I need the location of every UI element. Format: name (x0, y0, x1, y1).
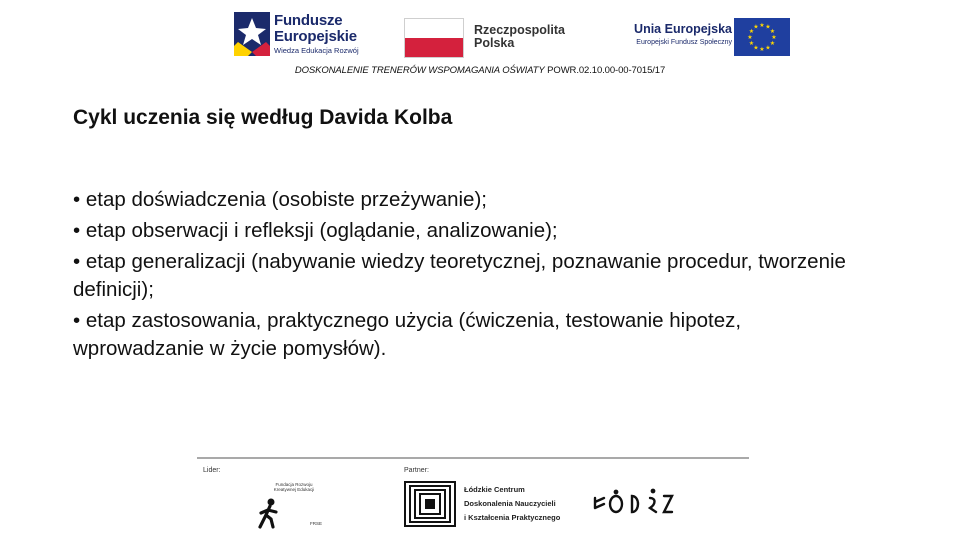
polish-flag-icon (404, 18, 464, 58)
rzeczpospolita-polska-logo (404, 18, 576, 58)
bullet-list (73, 186, 873, 366)
partner-label: Partner: (404, 467, 429, 474)
rp-logo-line2: Polska (474, 36, 515, 50)
fe-logo-line2: Europejskie (274, 28, 357, 45)
slide-title: Cykl uczenia się według Davida Kolba (73, 106, 453, 129)
fe-star-icon (234, 12, 270, 56)
lider-logo-mark: FRSE (309, 521, 322, 526)
rp-logo-text (474, 24, 565, 50)
svg-text:★: ★ (748, 40, 755, 47)
svg-text:★: ★ (747, 34, 753, 41)
eu-stars-icon (734, 18, 790, 56)
partner-logo-line: Doskonalenia Nauczycieli (464, 499, 556, 508)
bullet-item: • etap doświadczenia (osobiste przeżywanie); (73, 188, 487, 211)
rp-logo-line1: Rzeczpospolita (474, 23, 565, 37)
ue-logo-title: Unia Europejska (634, 22, 732, 36)
project-number: POWR.02.10.00-00-7015/17 (544, 65, 666, 76)
svg-text:★: ★ (765, 23, 771, 31)
fe-logo-text (274, 13, 359, 55)
lodz-logo-icon (592, 486, 676, 518)
svg-text:★: ★ (748, 28, 755, 35)
lider-logo (252, 479, 322, 529)
lider-logo-text: Fundacja Rozwoju Kreatywnej Edukacji (273, 482, 315, 492)
partner-logo-line: Łódzkie Centrum (464, 485, 525, 494)
svg-text:★: ★ (769, 40, 776, 47)
ue-logo-subtitle: Europejski Fundusz Społeczny (636, 39, 732, 46)
fundusze-europejskie-logo (234, 12, 376, 58)
eu-flag-icon (734, 18, 790, 56)
svg-text:★: ★ (759, 22, 765, 29)
project-name: DOSKONALENIE TRENERÓW WSPOMAGANIA OŚWIATY (294, 65, 545, 76)
fe-logo-subtitle: Wiedza Edukacja Rozwój (274, 46, 359, 55)
svg-text:★: ★ (759, 46, 765, 53)
footer-divider (197, 457, 749, 459)
bullet-item: • etap obserwacji i refleksji (oglądanie, analizowanie); (73, 219, 558, 242)
partner-logo-text (464, 483, 560, 525)
svg-text:★: ★ (753, 23, 759, 31)
partner-logo (404, 481, 564, 529)
unia-europejska-logo (600, 18, 790, 58)
svg-text:★: ★ (769, 28, 776, 35)
lider-label: Lider: (203, 467, 221, 474)
partner-logo-line: i Kształcenia Praktycznego (464, 513, 561, 522)
bullet-item: • etap zastosowania, praktycznego użycia (ćwiczenia, testowanie hipotez, wprowadzanie w życie pomysłów). (73, 309, 742, 360)
svg-text:★: ★ (771, 34, 777, 41)
bullet-item: • etap generalizacji (nabywanie wiedzy teoretycznej, poznawanie procedur, tworzenie definicji); (73, 250, 846, 301)
project-code-line (0, 65, 960, 76)
concentric-squares-icon (404, 481, 456, 527)
svg-text:★: ★ (765, 44, 771, 52)
ue-logo-text (634, 22, 732, 46)
svg-text:★: ★ (753, 44, 759, 52)
fe-logo-line1: Fundusze (274, 12, 343, 29)
